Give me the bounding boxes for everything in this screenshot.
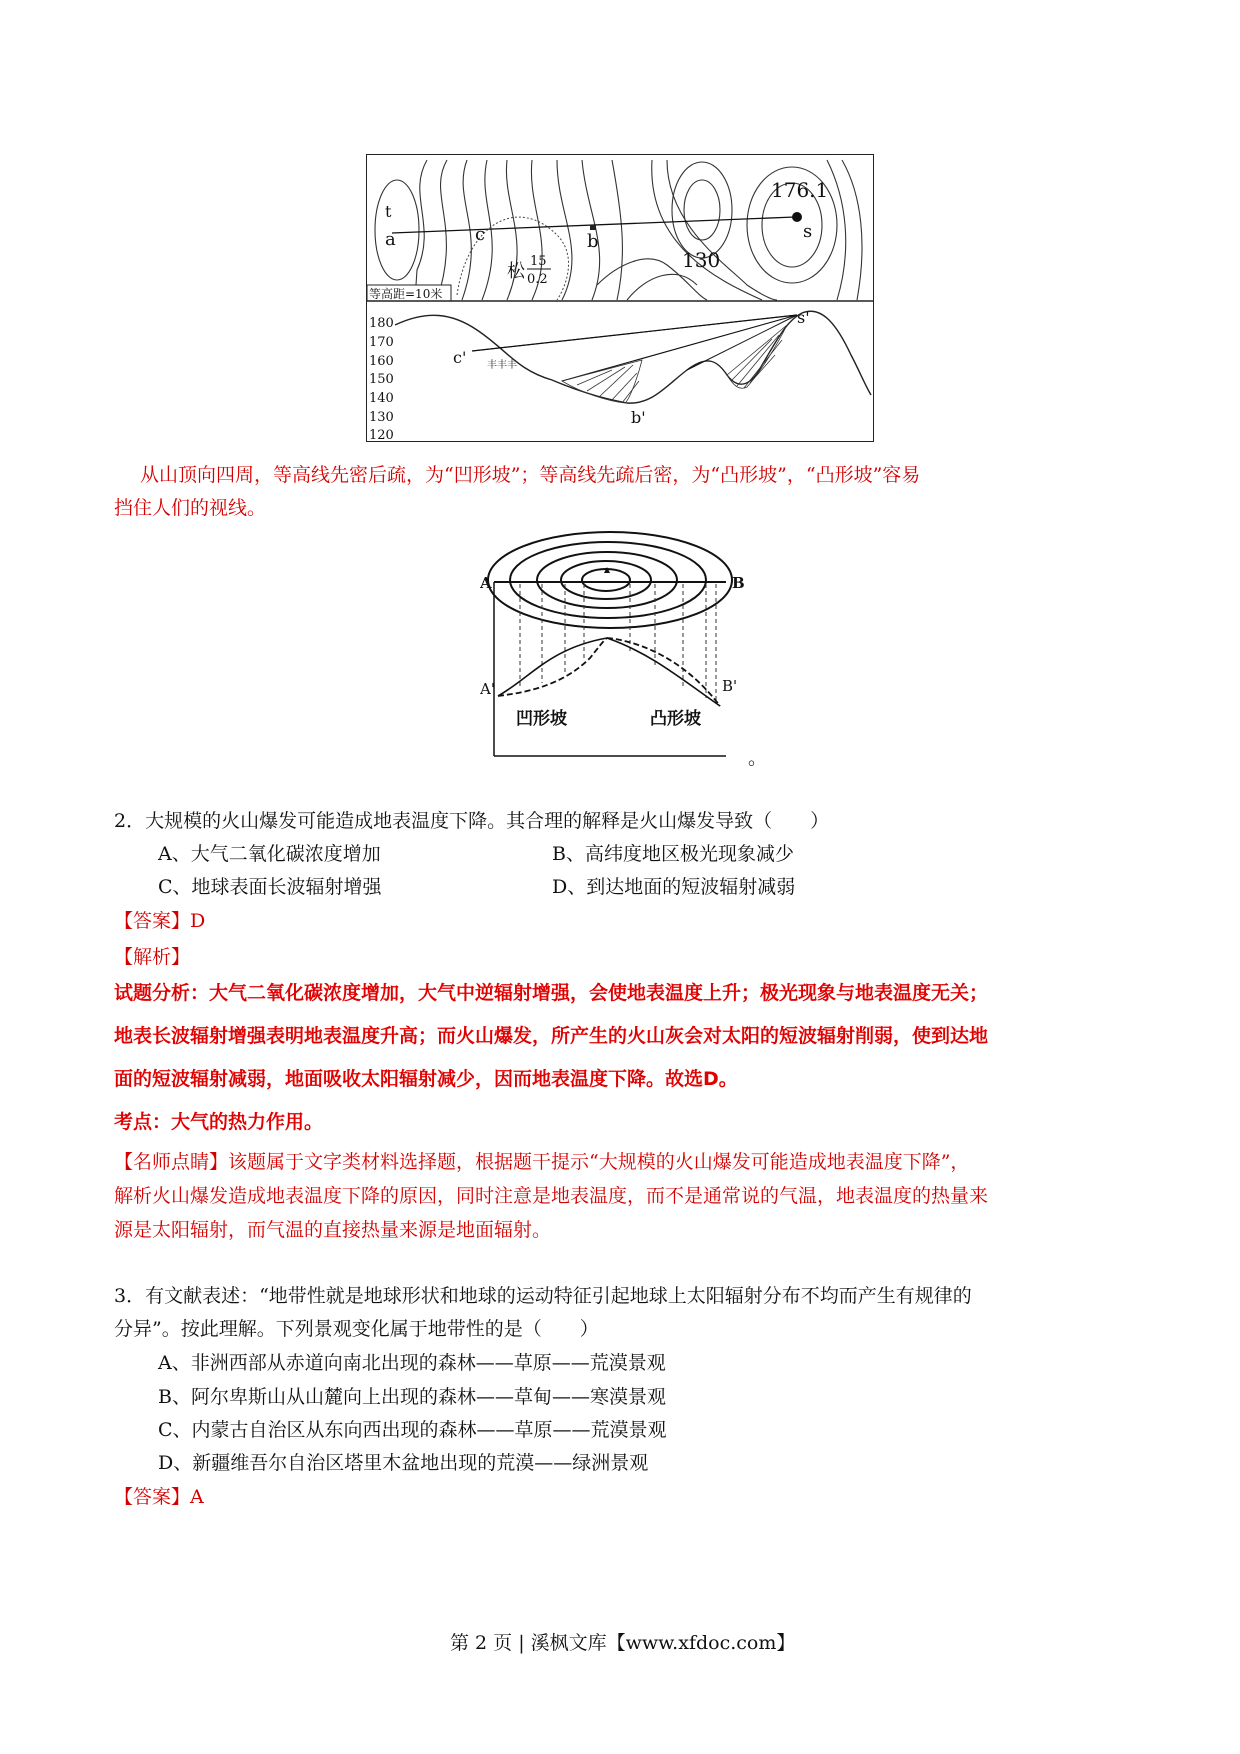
page-footer: 第 2 页 | 溪枫文库【www.xfdoc.com】: [450, 1632, 796, 1654]
label-b: B: [732, 574, 745, 592]
q3-stem-line-1: 3．有文献表述：“地带性就是地球形状和地球的运动特征引起地球上太阳辐射分布不均而产生有规律的: [114, 1285, 972, 1307]
point-a-label: a: [385, 229, 396, 250]
point-t-label: t: [385, 202, 392, 221]
contour-map-svg: [367, 155, 873, 441]
slope-figure: [480, 528, 760, 764]
q3-option-a: A、非洲西部从赤道向南北出现的森林——草原——荒漠景观: [158, 1352, 666, 1374]
y-tick: 120: [369, 428, 394, 441]
pine-char: 松: [507, 261, 525, 282]
q3-option-b: B、阿尔卑斯山从山麓向上出现的森林——草甸——寒漠景观: [158, 1386, 666, 1408]
elevation-label: 176.1: [771, 178, 829, 202]
label-a: A: [480, 574, 492, 592]
q3-option-c: C、内蒙古自治区从东向西出现的森林——草原——荒漠景观: [158, 1419, 667, 1441]
label-b-prime: B': [722, 677, 738, 695]
y-tick: 140: [369, 391, 394, 406]
q3-option-d: D、新疆维吾尔自治区塔里木盆地出现的荒漠——绿洲景观: [158, 1452, 649, 1474]
profile-y-ticks: [369, 316, 394, 441]
pine-denominator: 0.2: [527, 272, 548, 287]
point-b-label: b: [587, 231, 599, 252]
svg-text:丰: 丰: [497, 360, 507, 371]
y-tick: 160: [369, 354, 394, 369]
explanation-line-1: 从山顶向四周，等高线先密后疏，为“凹形坡”；等高线先疏后密，为“凸形坡”，“凸形坡”容易: [140, 464, 921, 486]
y-tick: 130: [369, 410, 394, 425]
s-prime-label: s': [797, 308, 810, 327]
concave-profile: [498, 638, 607, 696]
q2-analysis-line-2: 地表长波辐射增强表明地表温度升高；而火山爆发，所产生的火山灰会对太阳的短波辐射削弱，使到达地: [114, 1025, 989, 1047]
q2-analysis-line-1: 试题分析：大气二氧化碳浓度增加，大气中逆辐射增强，会使地表温度上升；极光现象与地表温度无关；: [114, 982, 989, 1004]
sightline-lower: [472, 315, 797, 351]
q2-tip-line-2: 解析火山爆发造成地表温度下降的原因，同时注意是地表温度，而不是通常说的气温，地表温度的热量来: [114, 1185, 989, 1207]
y-tick: 150: [369, 372, 394, 387]
c-prime-label: c': [453, 348, 467, 367]
q3-answer: 【答案】A: [114, 1486, 204, 1508]
q2-key-point: 考点：大气的热力作用。: [114, 1111, 324, 1133]
b-prime-label: b': [631, 408, 646, 427]
contour-map-figure: [366, 154, 874, 442]
q2-stem: 2．大规模的火山爆发可能造成地表温度下降。其合理的解释是火山爆发导致（ ）: [114, 810, 830, 832]
convex-slope-label: 凸形坡: [650, 709, 701, 729]
point-c-label: c: [475, 224, 486, 245]
svg-text:丰: 丰: [507, 360, 517, 371]
point-s-label: s: [803, 221, 813, 242]
label-a-prime: A': [480, 680, 495, 698]
q3-stem-line-2: 分异”。按此理解。下列景观变化属于地带性的是（ ）: [114, 1318, 599, 1340]
contour-130-label: 130: [682, 248, 721, 272]
contour-interval-note: 等高距=10米: [369, 287, 443, 301]
y-tick: 170: [369, 335, 394, 350]
q2-option-a: A、大气二氧化碳浓度增加: [158, 843, 381, 865]
q2-analysis-line-3: 面的短波辐射减弱，地面吸收太阳辐射减少，因而地表温度下降。故选D。: [114, 1068, 738, 1090]
tree-symbols: [487, 358, 517, 371]
explanation-line-2: 挡住人们的视线。: [114, 497, 267, 519]
q2-analysis-heading: 【解析】: [114, 946, 191, 968]
slope-figure-svg: [480, 528, 760, 764]
svg-text:丰: 丰: [487, 360, 497, 371]
convex-profile: [498, 638, 720, 706]
pine-numerator: 15: [530, 254, 547, 269]
q2-tip-line-3: 源是太阳辐射，而气温的直接热量来源是地面辐射。: [114, 1219, 552, 1241]
q2-option-c: C、地球表面长波辐射增强: [158, 876, 382, 898]
q2-tip-line-1: 【名师点睛】该题属于文字类材料选择题，根据题干提示“大规模的火山爆发可能造成地表温度下降”，: [114, 1151, 970, 1173]
y-tick: 180: [369, 316, 394, 331]
concave-slope-label: 凹形坡: [516, 709, 567, 729]
q2-answer: 【答案】D: [114, 910, 206, 932]
q2-option-b: B、高纬度地区极光现象减少: [552, 843, 794, 865]
q2-option-d: D、到达地面的短波辐射减弱: [552, 876, 796, 898]
figure-trailing-period: 。: [748, 747, 768, 769]
